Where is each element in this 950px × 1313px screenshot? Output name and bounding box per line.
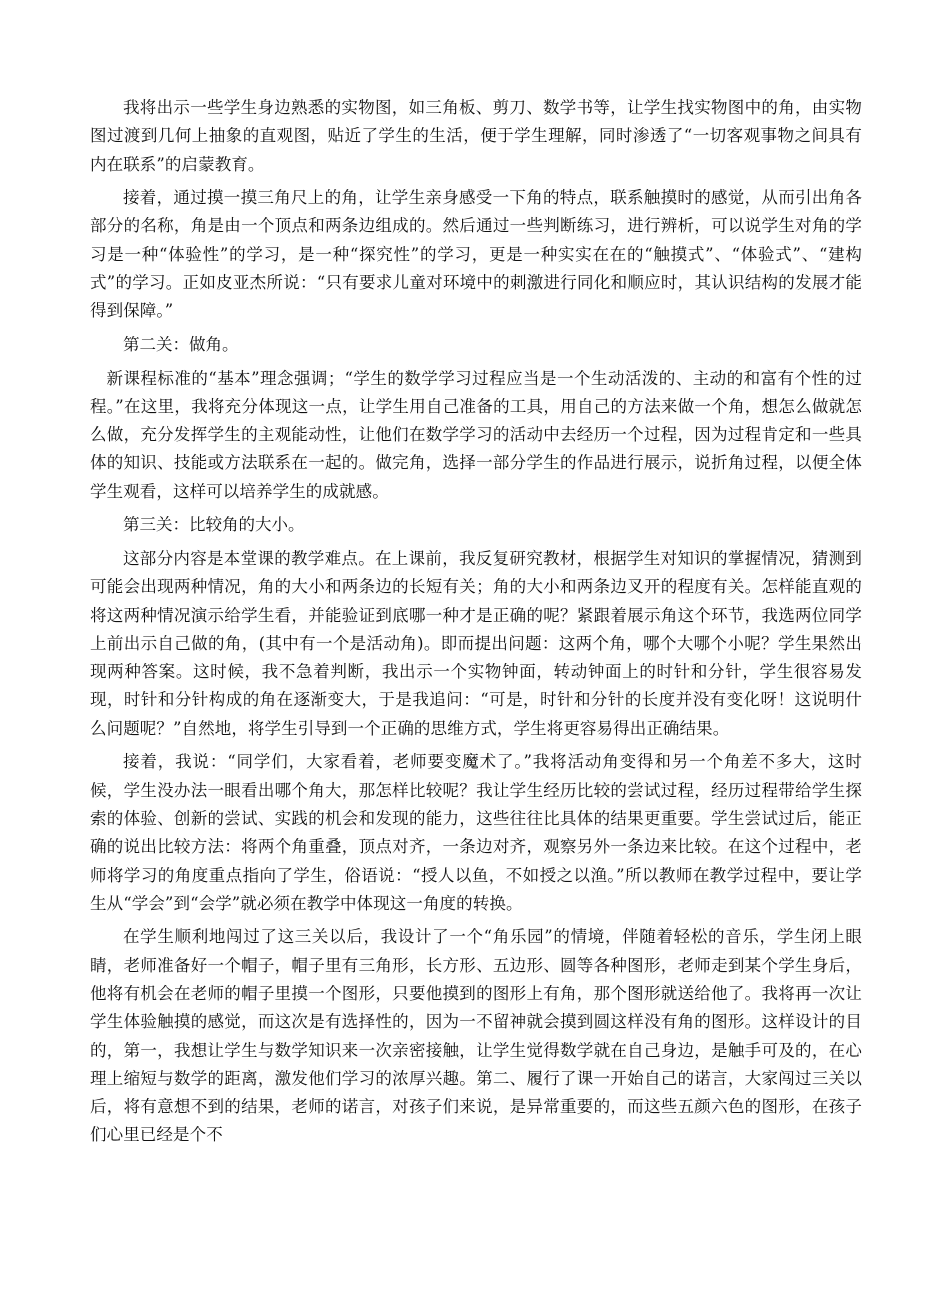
paragraph-magic-trick: 接着，我说：“同学们，大家看着，老师要变魔术了。”我将活动角变得和另一个角差不多大，这时候，学生没办法一眼看出哪个角大，那怎样比较呢？我让学生经历比较的尝试过程，经历过程带给学生探索的体验、创新的尝试、实践的机会和发现的能力，这些往往比具体的结果更重要。学生尝试过后，能正确的说出比较方法：将两个角重叠，顶点对齐，一条边对齐，观察另外一条边来比较。在这个过程中，老师将学习的角度重点指向了学生，俗语说：“授人以鱼，不如授之以渔。”所以教师在教学过程中，要让学生从“学会”到“会学”就必须在教学中体现这一角度的转换。 [90, 752, 862, 913]
document-page [90, 94, 862, 1155]
section-heading-make-angle: 第二关：做角。 [123, 334, 239, 354]
paragraph-teaching-difficulty: 这部分内容是本堂课的教学难点。在上课前，我反复研究教材，根据学生对知识的掌握情况，猜测到可能会出现两种情况，角的大小和两条边的长短有关；角的大小和两条边叉开的程度有关。怎样能直观的将这两种情况演示给学生看，并能验证到底哪一种才是正确的呢？紧跟着展示角这个环节，我选两位同学上前出示自己做的角，(其中有一个是活动角)。即而提出问题：这两个角，哪个大哪个小呢？学生果然出现两种答案。这时候，我不急着判断，我出示一个实物钟面，转动钟面上的时针和分针，学生很容易发现，时针和分针构成的角在逐渐变大，于是我追问：“可是，时针和分针的长度并没有变化呀！这说明什么问题呢？”自然地，将学生引导到一个正确的思维方式，学生将更容易得出正确结果。 [90, 548, 862, 738]
paragraph-real-objects: 我将出示一些学生身边熟悉的实物图，如三角板、剪刀、数学书等，让学生找实物图中的角，由实物图过渡到几何上抽象的直观图，贴近了学生的生活，便于学生理解，同时渗透了“一切客观事物之间具有内在联系”的启蒙教育。 [90, 98, 862, 174]
paragraph-curriculum-standard: 新课程标准的“基本”理念强调；“学生的数学学习过程应当是一个生动活泼的、主动的和富有个性的过程。”在这里，我将充分体现这一点，让学生用自己准备的工具，用自己的方法来做一个角，想怎么做就怎么做，充分发挥学生的主观能动性，让他们在数学学习的活动中去经历一个过程，因为过程肯定和一些具体的知识、技能或方法联系在一起的。做完角，选择一部分学生的作品进行展示，说折角过程，以便全体学生观看，这样可以培养学生的成就感。 [90, 368, 862, 501]
section-heading-compare-angles: 第三关：比较角的大小。 [123, 515, 305, 535]
paragraph-touch-angles: 接着，通过摸一摸三角尺上的角，让学生亲身感受一下角的特点，联系触摸时的感觉，从而引出角各部分的名称，角是由一个顶点和两条边组成的。然后通过一些判断练习，进行辨析，可以说学生对角的学习是一种“体验性”的学习，是一种“探究性”的学习，更是一种实实在在的“触摸式”、“体验式”、“建构式”的学习。正如皮亚杰所说：“只有要求儿童对环境中的刺激进行同化和顺应时，其认识结构的发展才能得到保障。” [90, 188, 862, 321]
paragraph-angle-playground: 在学生顺利地闯过了这三关以后，我设计了一个“角乐园”的情境，伴随着轻松的音乐，学生闭上眼睛，老师准备好一个帽子，帽子里有三角形，长方形、五边形、圆等各种图形，老师走到某个学生身后，他将有机会在老师的帽子里摸一个图形，只要他摸到的图形上有角，那个图形就送给他了。我将再一次让学生体验触摸的感觉，而这次是有选择性的，因为一不留神就会摸到圆这样没有角的图形。这样设计的目的，第一，我想让学生与数学知识来一次亲密接触，让学生觉得数学就在自己身边，是触手可及的，在心理上缩短与数学的距离，激发他们学习的浓厚兴趣。第二、履行了课一开始自己的诺言，大家闯过三关以后，将有意想不到的结果，老师的诺言，对孩子们来说，是异常重要的，而这些五颜六色的图形，在孩子们心里已经是个不 [90, 927, 862, 1145]
